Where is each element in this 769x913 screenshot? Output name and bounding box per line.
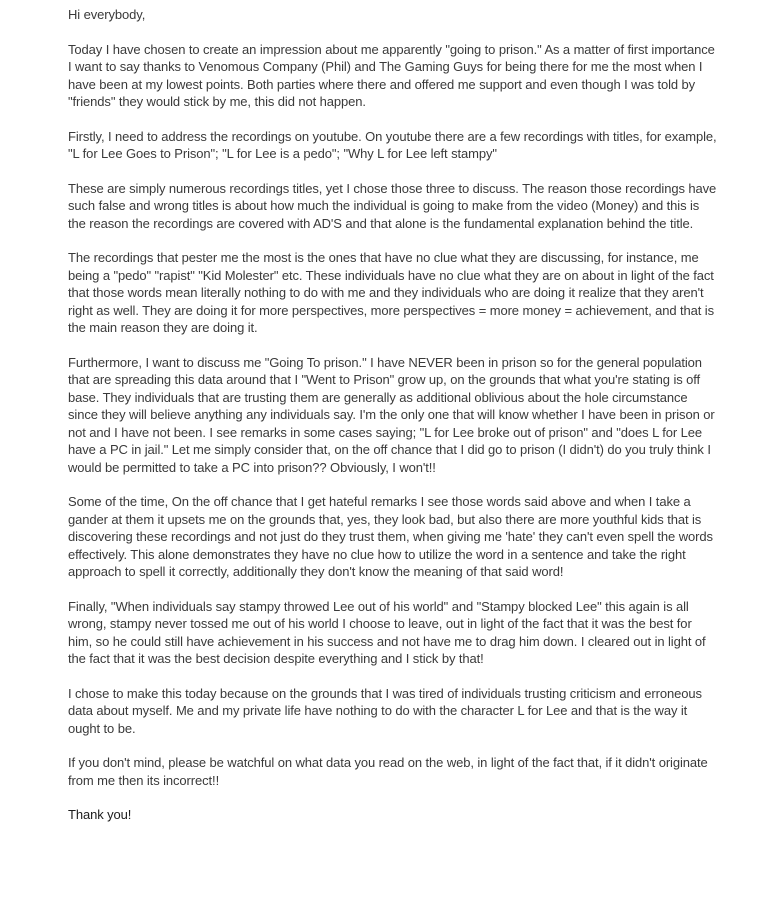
paragraph: Furthermore, I want to discuss me "Going To prison." I have NEVER been in prison so for the general population that are spreading this data around that I "Went to Prison" grow up, on the grounds that what you're stating is off base. They individuals that are trusting them are generally as additional oblivious about the hole circumstance since they will believe anything any individuals say. I'm the only one that will know whether I have been in prison or not and I have not been. I see remarks in some cases saying; "L for Lee broke out of prison" and "does L for Lee have a PC in jail." Let me simply consider that, on the off chance that I did go to prison (I didn't) do you truly think I would be permitted to take a PC into prison?? Obviously, I won't!! (68, 354, 715, 475)
paragraph: These are simply numerous recordings titles, yet I chose those three to discuss. The reason those recordings have such false and wrong titles is about how much the individual is going to make from the video (Money) and this is the reason the recordings are covered with AD'S and that alone is the fundamental explanation behind the title. (68, 180, 717, 231)
document-body (68, 6, 718, 824)
closing-line: Thank you! (68, 807, 132, 822)
paragraph: Today I have chosen to create an impression about me apparently "going to prison." As a matter of first importance I want to say thanks to Venomous Company (Phil) and The Gaming Guys for being there for me the most when I have been at my lowest points. Both parties where there and offered me support and even though I was told by "friends" they would stick by me, this did not happen. (68, 41, 715, 109)
paragraph: I chose to make this today because on the grounds that I was tired of individuals trusting criticism and erroneous data about myself. Me and my private life have nothing to do with the character L for Lee and that is the way it ought to be. (68, 685, 702, 736)
paragraph: The recordings that pester me the most is the ones that have no clue what they are discussing, for instance, me being a "pedo" "rapist" "Kid Molester" etc. These individuals have no clue what they are on about in light of the fact that those words mean literally nothing to do with me and they individuals who are doing it realize that they aren't right as well. They are doing it for more perspectives, more perspectives = more money = achievement, and that is the main reason they are doing it. (68, 250, 714, 335)
paragraph: If you don't mind, please be watchful on what data you read on the web, in light of the fact that, if it didn't originate from me then its incorrect!! (68, 755, 708, 788)
greeting-line: Hi everybody, (68, 7, 146, 22)
paragraph: Finally, "When individuals say stampy throwed Lee out of his world" and "Stampy blocked Lee" this again is all wrong, stampy never tossed me out of his world I choose to leave, out in light of the fact that it was the best for him, so he could still have achievement in his success and not have me to drag him down. I cleared out in light of the fact that it was the best decision despite everything and I stick by that! (68, 598, 706, 666)
paragraph: Firstly, I need to address the recordings on youtube. On youtube there are a few recordings with titles, for example, "L for Lee Goes to Prison"; "L for Lee is a pedo"; "Why L for Lee left stampy" (68, 128, 717, 161)
paragraph: Some of the time, On the off chance that I get hateful remarks I see those words said above and when I take a gander at them it upsets me on the grounds that, yes, they look bad, but also there are more youthful kids that is discovering these recordings and not just do they trust them, when giving me 'hate' they can't even spell the words effectively. This alone demonstrates they have no clue how to utilize the word in a sentence and take the right approach to spell it correctly, additionally they don't know the meaning of that said word! (68, 494, 713, 579)
